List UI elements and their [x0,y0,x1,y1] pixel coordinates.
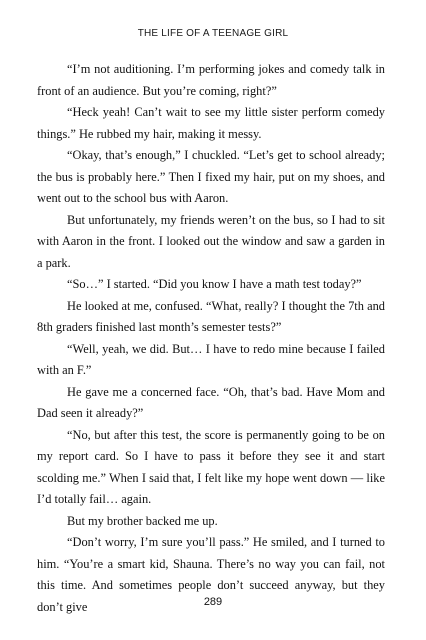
paragraph: He looked at me, confused. “What, really? I thought the 7th and 8th graders finished last month’s semester tests?” [37,298,385,334]
paragraph: “Don’t worry, I’m sure you’ll pass.” He smiled, and I turned to him. “You’re a smart kid, Shauna. There’s no way you can fail, not this time. And sometimes people don’t succeed anyway, but they don’t give [37,535,385,614]
page-number: 289 [203,596,223,608]
paragraph: “Well, yeah, we did. But… I have to redo mine because I failed with an F.” [37,341,385,377]
paragraph: “I’m not auditioning. I’m performing jokes and comedy talk in front of an audience. But you’re coming, right?” [37,62,385,98]
paragraph: “No, but after this test, the score is permanently going to be on my report card. So I have to pass it before they see it and start scolding me.” When I said that, I felt like my hope went down — like I’d totally fail… again. [37,427,385,506]
paragraph: “Heck yeah! Can’t wait to see my little sister perform comedy things.” He rubbed my hair, making it messy. [37,105,385,141]
paragraph: But my brother backed me up. [67,513,218,528]
paragraph: “Okay, that’s enough,” I chuckled. “Let’s get to school already; the bus is probably here.” Then I fixed my hair, put on my shoes, and went out to the school bus with Aaron. [37,148,385,205]
body-text [37,59,385,618]
paragraph: “So…” I started. “Did you know I have a math test today?” [67,277,362,291]
paragraph: He gave me a concerned face. “Oh, that’s bad. Have Mom and Dad seen it already?” [37,384,385,420]
running-head: THE LIFE OF A TEENAGE GIRL [137,28,289,39]
paragraph: But unfortunately, my friends weren’t on the bus, so I had to sit with Aaron in the front. I looked out the window and saw a garden in a park. [37,212,385,270]
